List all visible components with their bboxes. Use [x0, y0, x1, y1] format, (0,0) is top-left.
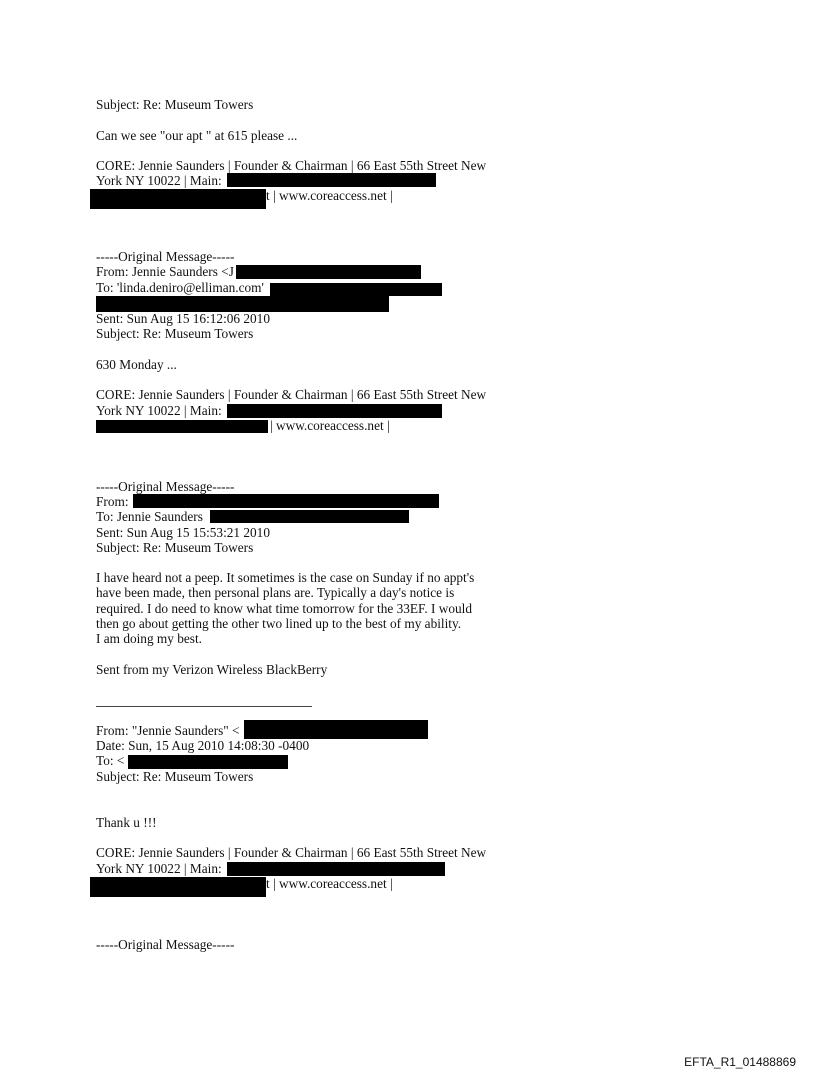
redaction-block [96, 420, 268, 433]
redaction-block [128, 755, 288, 769]
orig1-subject: Subject: Re: Museum Towers [96, 326, 254, 341]
top-signature-line3: t | www.coreaccess.net | [266, 188, 393, 203]
orig3-date: Date: Sun, 15 Aug 2010 14:08:30 -0400 [96, 738, 310, 753]
orig1-header: -----Original Message----- [96, 249, 235, 264]
orig2-body-line: then go about getting the other two lined up to the best of my ability. [96, 616, 462, 631]
redaction-block [227, 404, 442, 418]
redaction-block [236, 265, 421, 279]
top-signature-line1: CORE: Jennie Saunders | Founder & Chairman | 66 East 55th Street New [96, 158, 487, 173]
orig3-signature-line2: York NY 10022 | Main: [96, 861, 222, 876]
orig2-signature: Sent from my Verizon Wireless BlackBerry [96, 662, 328, 677]
redaction-block [210, 510, 409, 523]
top-subject: Subject: Re: Museum Towers [96, 97, 254, 112]
orig2-subject: Subject: Re: Museum Towers [96, 540, 254, 555]
top-body: Can we see "our apt " at 615 please ... [96, 128, 298, 143]
orig2-header: -----Original Message----- [96, 479, 235, 494]
orig2-body-line: I am doing my best. [96, 631, 202, 646]
orig1-signature-line1: CORE: Jennie Saunders | Founder & Chairman | 66 East 55th Street New [96, 387, 487, 402]
orig3-from: From: "Jennie Saunders" < [96, 723, 240, 738]
orig2-body-line: I have heard not a peep. It sometimes is the case on Sunday if no appt's [96, 570, 475, 585]
orig2-sent: Sent: Sun Aug 15 15:53:21 2010 [96, 525, 270, 540]
orig1-body: 630 Monday ... [96, 357, 177, 372]
redaction-block [133, 494, 439, 508]
redaction-block [244, 720, 428, 739]
orig3-body: Thank u !!! [96, 815, 157, 830]
orig1-to: To: 'linda.deniro@elliman.com' [96, 280, 264, 295]
top-signature-line2: York NY 10022 | Main: [96, 173, 222, 188]
redaction-block [96, 296, 389, 312]
redaction-block [227, 173, 436, 187]
orig2-to: To: Jennie Saunders [96, 509, 203, 524]
orig1-from: From: Jennie Saunders <J [96, 264, 234, 279]
orig3-subject: Subject: Re: Museum Towers [96, 769, 254, 784]
redaction-block [90, 189, 266, 209]
orig3-to: To: < [96, 753, 125, 768]
orig1-signature-line2: York NY 10022 | Main: [96, 403, 222, 418]
redaction-block [270, 283, 442, 296]
orig4-header: -----Original Message----- [96, 937, 235, 952]
redaction-block [90, 877, 266, 897]
orig2-from: From: [96, 494, 129, 509]
document-id: EFTA_R1_01488869 [684, 1055, 796, 1069]
orig3-signature-line3: t | www.coreaccess.net | [266, 876, 393, 891]
divider [96, 706, 312, 707]
redaction-block [227, 862, 445, 876]
orig3-signature-line1: CORE: Jennie Saunders | Founder & Chairman | 66 East 55th Street New [96, 845, 487, 860]
orig1-sent: Sent: Sun Aug 15 16:12:06 2010 [96, 311, 270, 326]
orig2-body-line: have been made, then personal plans are. Typically a day's notice is [96, 585, 455, 600]
orig1-signature-line3: | www.coreaccess.net | [270, 418, 390, 433]
orig2-body-line: required. I do need to know what time tomorrow for the 33EF. I would [96, 601, 472, 616]
